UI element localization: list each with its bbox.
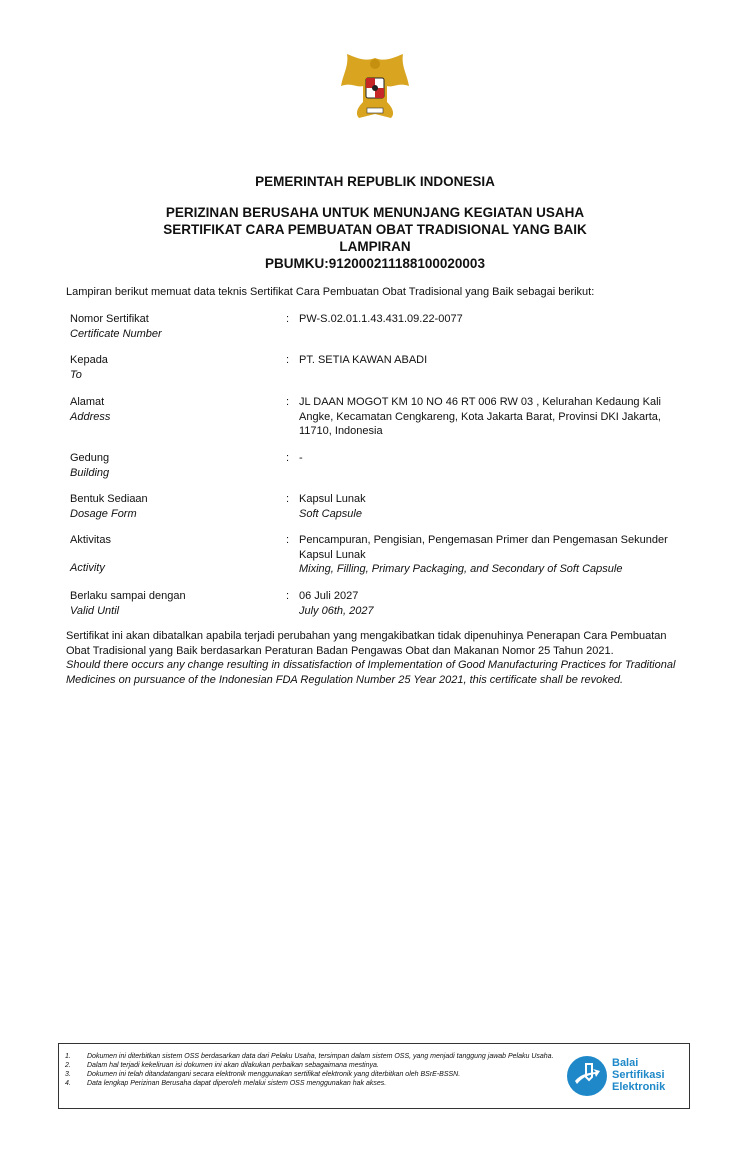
dosage-form-value-id: Kapsul Lunak	[299, 493, 366, 505]
revocation-note-id: Sertifikat ini akan dibatalkan apabila terjadi perubahan yang mengakibatkan tidak dipenuhinya Penerapan Cara Pembuatan Obat Tradisional yang Baik berdasarkan Peraturan Badan Pengawas Obat dan Makanan Nomor 25 Tahun 2021.	[66, 630, 667, 657]
colon: :	[286, 452, 290, 464]
colon: :	[286, 313, 290, 325]
footer-note: 4. Data lengkap Perizinan Berusaha dapat diperoleh melalui sistem OSS menggunakan hak akses.	[65, 1080, 387, 1087]
label-en: Address	[70, 410, 111, 423]
label-id: Bentuk Sediaan	[70, 493, 148, 505]
colon: :	[286, 590, 290, 602]
bsre-line: Balai	[612, 1057, 639, 1069]
colon: :	[286, 493, 290, 505]
government-heading: PEMERINTAH REPUBLIK INDONESIA	[255, 174, 495, 189]
label-en: To	[70, 368, 82, 381]
pbumku-number: PBUMKU:912000211188100020003	[265, 256, 485, 271]
footer-box	[58, 1043, 690, 1109]
dosage-form-value-en: Soft Capsule	[299, 507, 362, 520]
label-en: Valid Until	[70, 604, 120, 617]
document-title	[0, 204, 750, 272]
field-to	[70, 353, 428, 382]
company-name-value: PT. SETIA KAWAN ABADI	[299, 354, 428, 366]
revocation-note-en: Should there occurs any change resulting in dissatisfaction of Implementation of Good Manufacturing Practices for Traditional Medicines on pursuance of the Indonesian FDA Regulation Number 25 Year 2021, this certificate shall be revoked.	[66, 659, 676, 686]
bsre-line: Elektronik	[612, 1081, 666, 1093]
bsre-logo	[564, 1053, 689, 1101]
valid-until-value-id: 06 Juli 2027	[299, 590, 359, 602]
valid-until-value-en: July 06th, 2027	[299, 604, 374, 617]
title-line: SERTIFIKAT CARA PEMBUATAN OBAT TRADISIONAL YANG BAIK	[163, 222, 587, 237]
field-certificate-number	[70, 312, 463, 341]
activity-value-id: Pencampuran, Pengisian, Pengemasan Primer dan Pengemasan Sekunder Kapsul Lunak	[299, 534, 668, 561]
label-id: Nomor Sertifikat	[70, 313, 149, 325]
footer-notes	[65, 1052, 560, 1088]
label-id: Alamat	[70, 396, 105, 408]
footer-note: 1. Dokumen ini diterbitkan sistem OSS berdasarkan data dari Pelaku Usaha, tersimpan dalam sistem OSS, yang menjadi tanggung jawab Pelaku Usaha.	[65, 1053, 554, 1060]
label-id: Kepada	[70, 354, 108, 366]
label-en: Dosage Form	[70, 507, 137, 520]
field-valid-until	[70, 589, 374, 618]
label-id: Gedung	[70, 452, 110, 464]
title-line: LAMPIRAN	[339, 239, 411, 254]
colon: :	[286, 396, 290, 408]
activity-value-en: Mixing, Filling, Primary Packaging, and Secondary of Soft Capsule	[299, 563, 623, 575]
field-building	[70, 451, 303, 480]
field-address	[70, 395, 661, 437]
title-line: PERIZINAN BERUSAHA UNTUK MENUNJANG KEGIATAN USAHA	[165, 205, 585, 220]
revocation-note	[66, 629, 686, 687]
colon: :	[286, 534, 290, 546]
intro-text: Lampiran berikut memuat data teknis Sertifikat Cara Pembuatan Obat Tradisional yang Baik sebagai berikut:	[66, 286, 595, 298]
label-en: Building	[70, 466, 110, 479]
field-activity	[70, 533, 668, 575]
footer-note: 2. Dalam hal terjadi kekeliruan isi dokumen ini akan dilakukan perbaikan sebagaimana mestinya.	[65, 1062, 379, 1069]
bsre-line: Sertifikasi	[612, 1069, 665, 1081]
garuda-emblem-icon	[335, 52, 415, 124]
colon: :	[286, 354, 290, 366]
building-value: -	[299, 452, 303, 464]
label-en: Activity	[70, 562, 105, 574]
footer-note: 3. Dokumen ini telah ditandatangani secara elektronik menggunakan sertifikat elektronik yang diterbitkan oleh BSrE-BSSN.	[65, 1071, 461, 1078]
label-en: Certificate Number	[70, 327, 162, 340]
label-id: Berlaku sampai dengan	[70, 590, 186, 602]
certificate-number-value: PW-S.02.01.1.43.431.09.22-0077	[299, 313, 463, 325]
field-dosage-form	[70, 492, 366, 521]
bsre-logo-icon	[566, 1055, 608, 1097]
label-id: Aktivitas	[70, 534, 111, 546]
address-value: JL DAAN MOGOT KM 10 NO 46 RT 006 RW 03 , Kelurahan Kedaung Kali Angke, Kecamatan Cengkareng, Kota Jakarta Barat, Provinsi DKI Jakarta, 11710, Indonesia	[299, 396, 661, 437]
